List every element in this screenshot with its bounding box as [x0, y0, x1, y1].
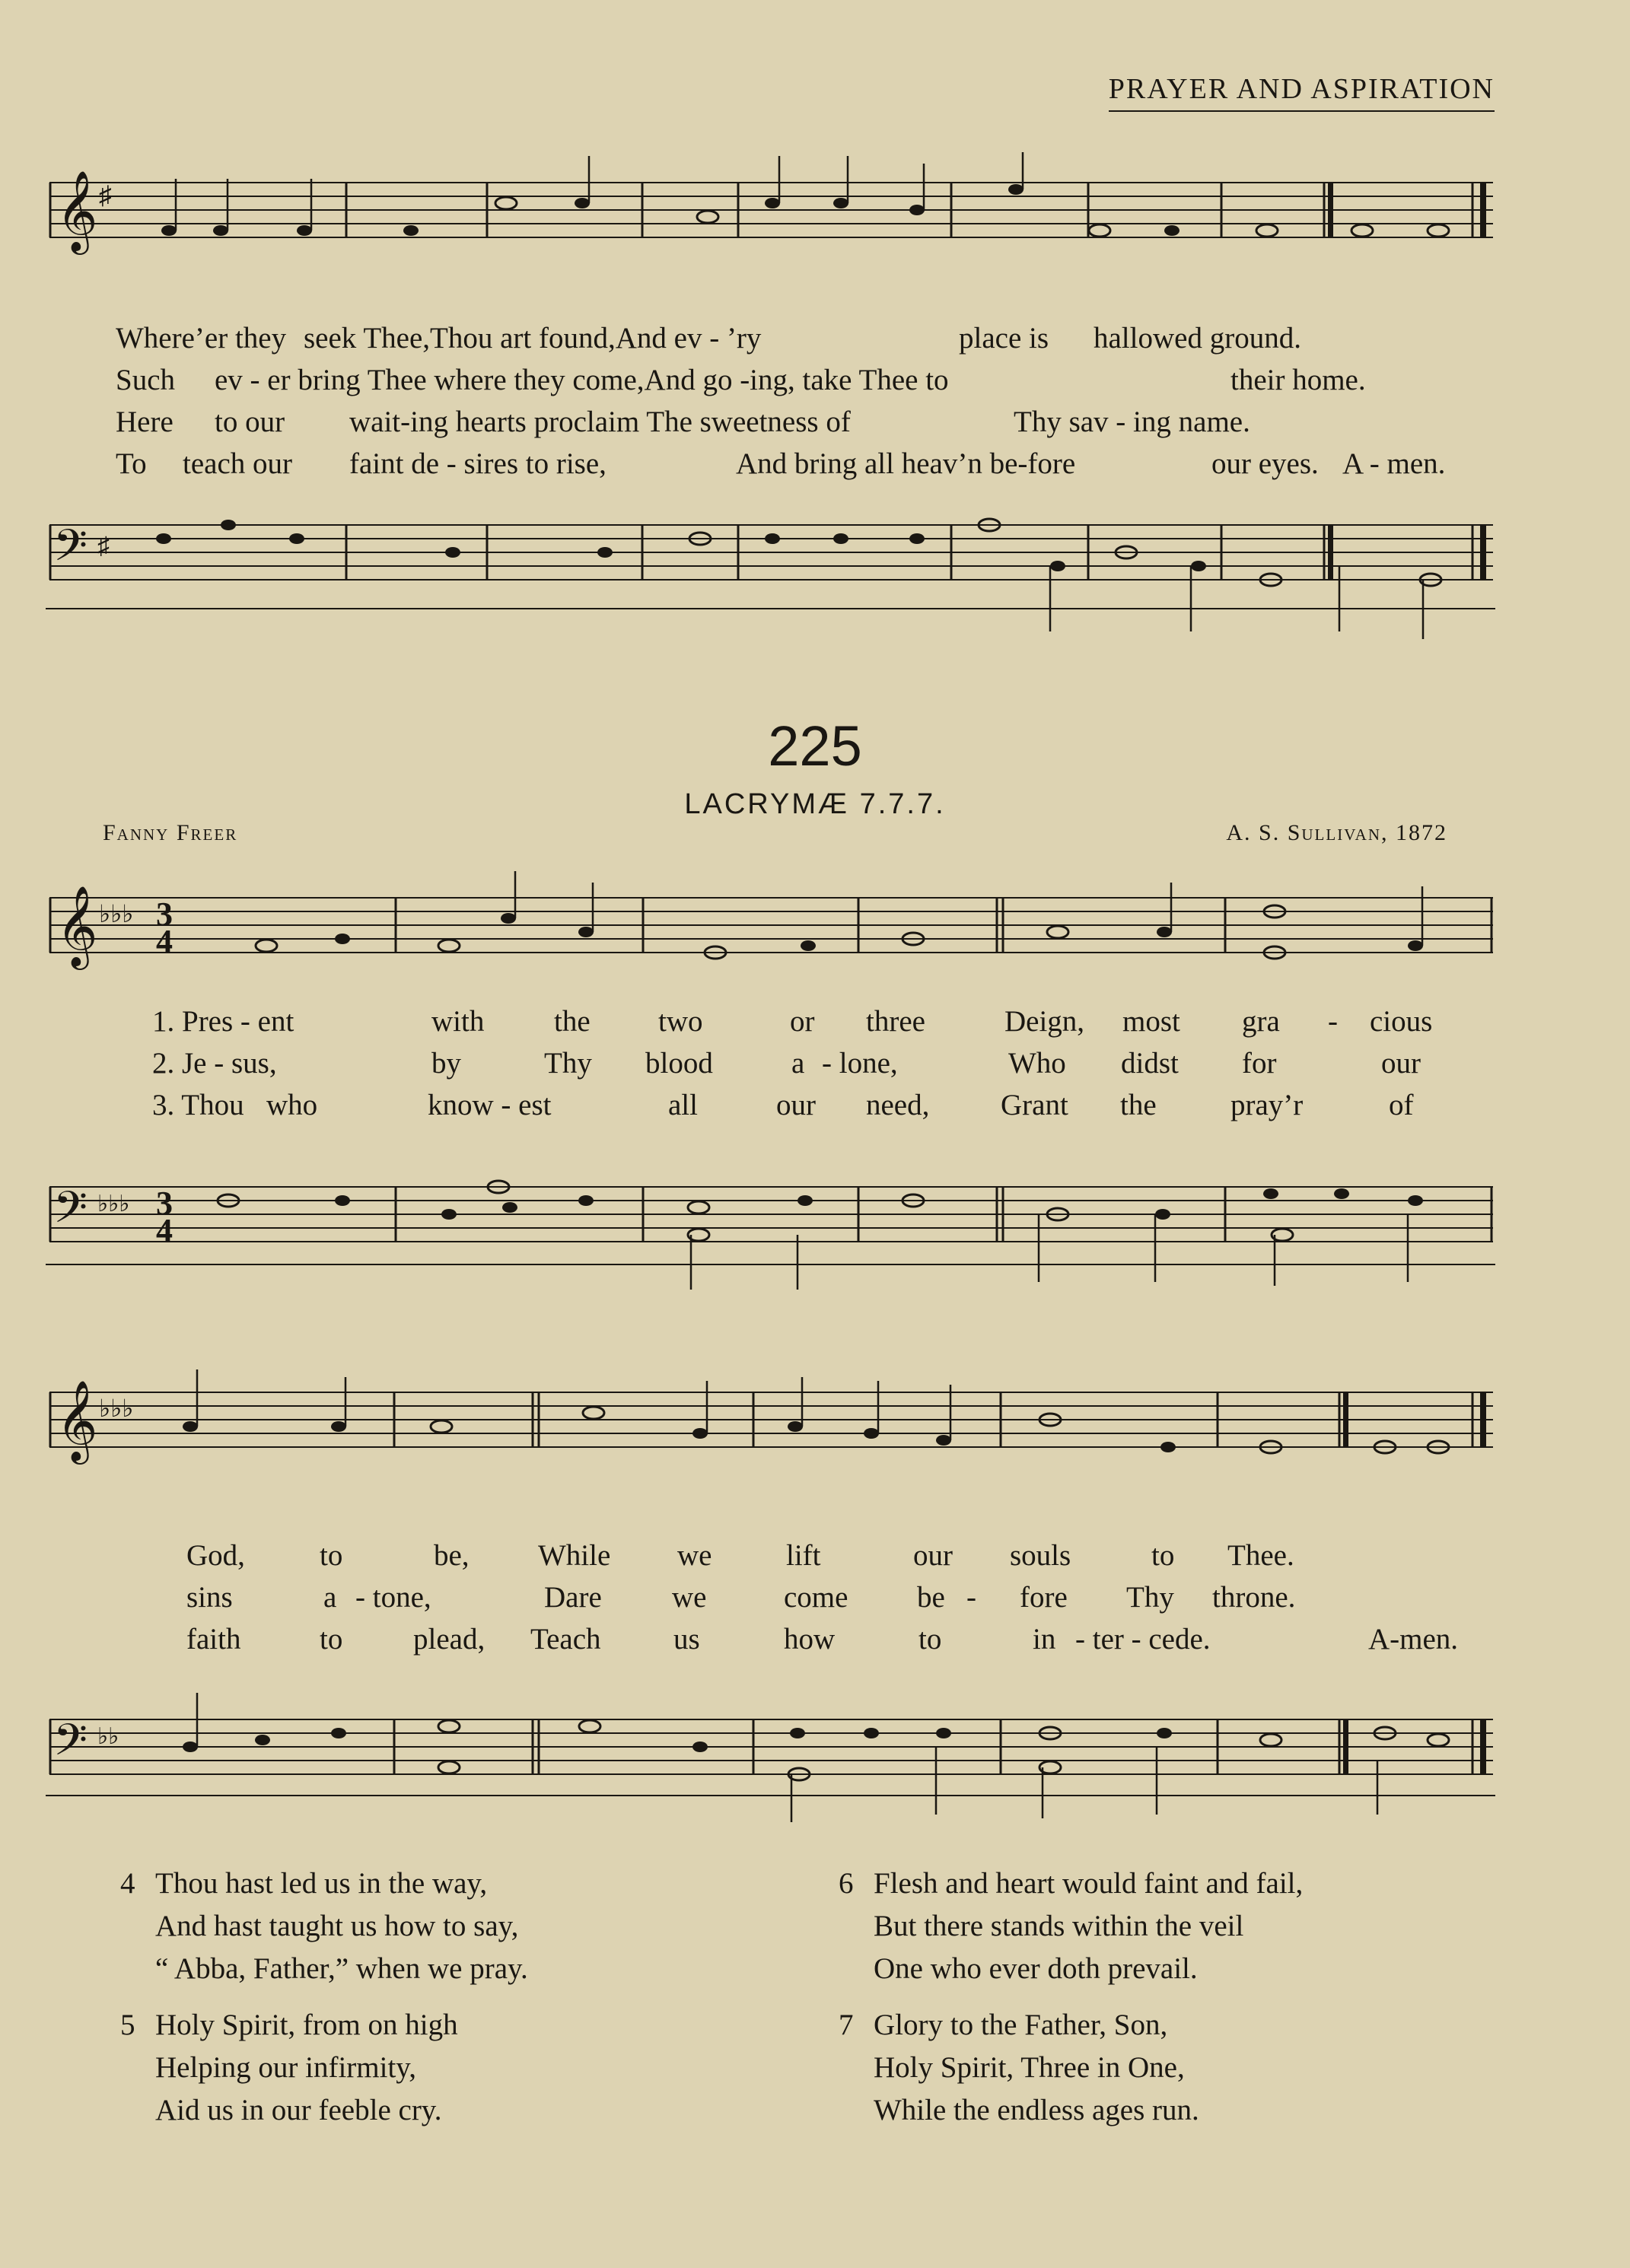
- composer: A. S. Sullivan, 1872: [1226, 820, 1447, 845]
- svg-text:3: 3: [156, 1185, 173, 1222]
- verse-5: 5 Holy Spirit, from on high Helping our infirmity, Aid us in our feeble cry.: [120, 2009, 458, 2126]
- time-sig-bottom: 4: [156, 923, 173, 960]
- time-sig-top: 3: [156, 895, 173, 933]
- system2-treble-staff: [0, 1362, 1630, 1514]
- svg-text:♯: ♯: [99, 182, 112, 210]
- svg-text:4: 4: [156, 1212, 173, 1249]
- svg-text:𝄢: 𝄢: [53, 1714, 88, 1777]
- running-header: PRAYER AND ASPIRATION: [1109, 72, 1495, 112]
- system1-bass-staff: [0, 1134, 1630, 1301]
- hymn-number: 225: [768, 714, 862, 778]
- svg-text:𝄢: 𝄢: [53, 1182, 88, 1244]
- top-treble-staff: [0, 152, 1630, 304]
- svg-text:𝄞: 𝄞: [56, 1379, 98, 1461]
- tune-name: LACRYMÆ 7.7.7.: [684, 788, 946, 820]
- system2-bass-staff: [0, 1659, 1630, 1841]
- verse-7: 7 Glory to the Father, Son, Holy Spirit, Three in One, While the endless ages run.: [839, 2009, 1199, 2126]
- system1-treble-staff: [0, 867, 1630, 1004]
- verses-right-column: [839, 1862, 1303, 2146]
- svg-text:♭♭♭: ♭♭♭: [99, 900, 134, 927]
- svg-text:♭♭♭: ♭♭♭: [99, 1395, 134, 1422]
- verse-6: 6 Flesh and heart would faint and fail, But there stands within the veil One who ever doth prevail.: [839, 1867, 1304, 1985]
- svg-text:𝄞: 𝄞: [56, 885, 98, 966]
- svg-text:♭♭♭: ♭♭♭: [97, 1191, 130, 1217]
- svg-text:𝄞: 𝄞: [56, 170, 98, 251]
- top-bass-staff: [0, 487, 1630, 654]
- author: Fanny Freer: [103, 820, 238, 845]
- verse-4: 4 Thou hast led us in the way, And hast taught us how to say, “ Abba, Father,” when we pray.: [120, 1867, 528, 1985]
- svg-text:𝄢: 𝄢: [53, 520, 88, 582]
- verses-left-column: [120, 1862, 528, 2146]
- svg-text:♭♭: ♭♭: [97, 1724, 119, 1749]
- svg-text:♯: ♯: [97, 532, 110, 559]
